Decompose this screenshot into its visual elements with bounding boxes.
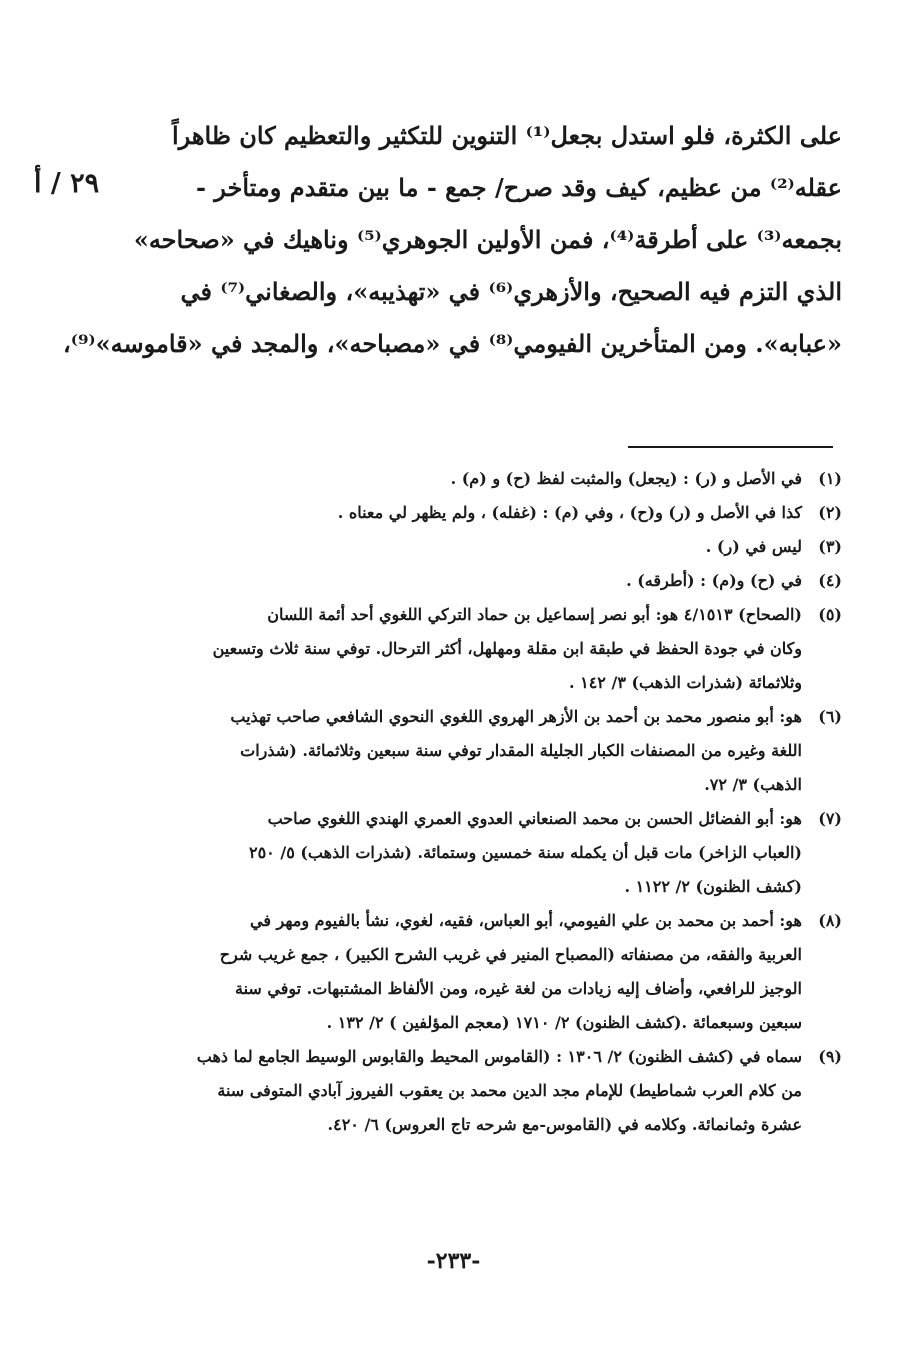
main-text-line: على الكثرة، فلو استدل بجعل⁽¹⁾ التنوين للتكثير والتعظيم كان ظاهراً [171,121,842,150]
footnote-7 [116,802,842,904]
footnote-line: (الصحاح) ٤/١٥١٣ هو: أبو نصر إسماعيل بن حماد التركي اللغوي أحد أئمة اللسان [267,605,802,624]
page-number: -٢٣٣- [426,1248,481,1274]
footnote-8 [116,904,842,1040]
footnote-number: (٣) [818,537,842,556]
folio-margin-note: ٢٩ / أ [34,168,100,199]
footnote-line: في الأصل و (ر) : (يجعل) والمثبت لفظ (ح) و (م) . [450,469,802,488]
footnote-line: (العباب الزاخر) مات قبل أن يكمله سنة خمسين وستمائة. (شذرات الذهب) ٥/ ٢٥٠ [248,843,802,862]
footnote-body [116,598,802,700]
footnote-number: (٦) [818,707,842,726]
footnote-body [116,564,802,598]
footnote-4 [116,564,842,598]
footnote-number: (٧) [818,809,842,828]
footnote-body [116,904,802,1040]
footnote-line: ليس في (ر) . [705,537,802,556]
footnote-6 [116,700,842,802]
footnote-number: (٨) [818,911,842,930]
footnote-line: عشرة وثمانمائة. وكلامه في (القاموس-مع شرحه تاج العروس) ٦/ ٤٢٠. [327,1115,802,1134]
footnote-number: (٤) [818,571,842,590]
footnote-line: كذا في الأصل و (ر) و(ح) ، وفي (م) : (غفله) ، ولم يظهر لي معناه . [337,503,802,522]
footnote-body [116,802,802,904]
footnote-separator-rule [628,446,833,448]
footnote-3 [116,530,842,564]
footnote-body [116,700,802,802]
footnote-number: (١) [818,469,842,488]
footnote-line: (كشف الظنون) ٢/ ١١٢٢ . [624,877,802,896]
footnote-line: وثلاثمائة (شذرات الذهب) ٣/ ١٤٢ . [568,673,802,692]
footnote-number: (٩) [818,1047,842,1066]
footnote-1 [116,462,842,496]
footnote-line: هو: أبو منصور محمد بن أحمد بن الأزهر الهروي اللغوي النحوي الشافعي صاحب تهذيب [230,707,802,726]
footnote-line: الذهب) ٣/ ٧٢. [704,775,802,794]
footnote-line: سماه في (كشف الظنون) ٢/ ١٣٠٦ : (القاموس المحيط والقابوس الوسيط الجامع لما ذهب [196,1047,802,1066]
footnote-body [116,462,802,496]
footnote-body [116,496,802,530]
footnote-number: (٥) [818,605,842,624]
footnotes-block [116,462,842,1142]
main-text-line: بجمعه⁽³⁾ على أطرقة⁽⁴⁾، فمن الأولين الجوهري⁽⁵⁾ وناهيك في «صحاحه» [133,225,842,254]
footnote-line: اللغة وغيره من المصنفات الكبار الجليلة المقدار توفي سنة سبعين وثلاثمائة. (شذرات [240,741,802,760]
footnote-line: هو: أبو الفضائل الحسن بن محمد الصنعاني العدوي العمري الهندي اللغوي صاحب [267,809,802,828]
footnote-line: وكان في جودة الحفظ في طبقة ابن مقلة ومهلهل، أكثر الترحال. توفي سنة ثلاث وتسعين [212,639,802,658]
main-text-line: عقله⁽²⁾ من عظيم، كيف وقد صرح/ جمع - ما بين متقدم ومتأخر - [195,173,842,202]
footnote-5 [116,598,842,700]
footnote-line: هو: أحمد بن محمد بن علي الفيومي، أبو العباس، فقيه، لغوي، نشأ بالفيوم ومهر في [250,911,802,930]
footnote-line: في (ح) و(م) : (أطرقه) . [626,571,802,590]
footnote-body [116,530,802,564]
footnote-number: (٢) [818,503,842,522]
footnote-9 [116,1040,842,1142]
footnote-line: سبعين وسبعمائة .(كشف الظنون) ٢/ ١٧١٠ (معجم المؤلفين ) ٢/ ١٣٢ . [326,1013,802,1032]
footnote-line: العربية والفقه، من مصنفاته (المصباح المنير في غريب الشرح الكبير) ، جمع غريب شرح [219,945,802,964]
footnote-line: من كلام العرب شماطيط) للإمام مجد الدين محمد بن يعقوب الفيروز آبادي المتوفى سنة [217,1081,802,1100]
main-text-line: الذي التزم فيه الصحيح، والأزهري⁽⁶⁾ في «تهذيبه»، والصغاني⁽⁷⁾ في [180,277,842,306]
footnote-body [116,1040,802,1142]
main-text-line: «عبابه». ومن المتأخرين الفيومي⁽⁸⁾ في «مصباحه»، والمجد في «قاموسه»⁽⁹⁾، [63,329,842,358]
footnote-2 [116,496,842,530]
footnote-line: الوجيز للرافعي، وأضاف إليه زيادات من لغة غيره، ومن الألفاظ المشتبهات. توفي سنة [235,979,802,998]
